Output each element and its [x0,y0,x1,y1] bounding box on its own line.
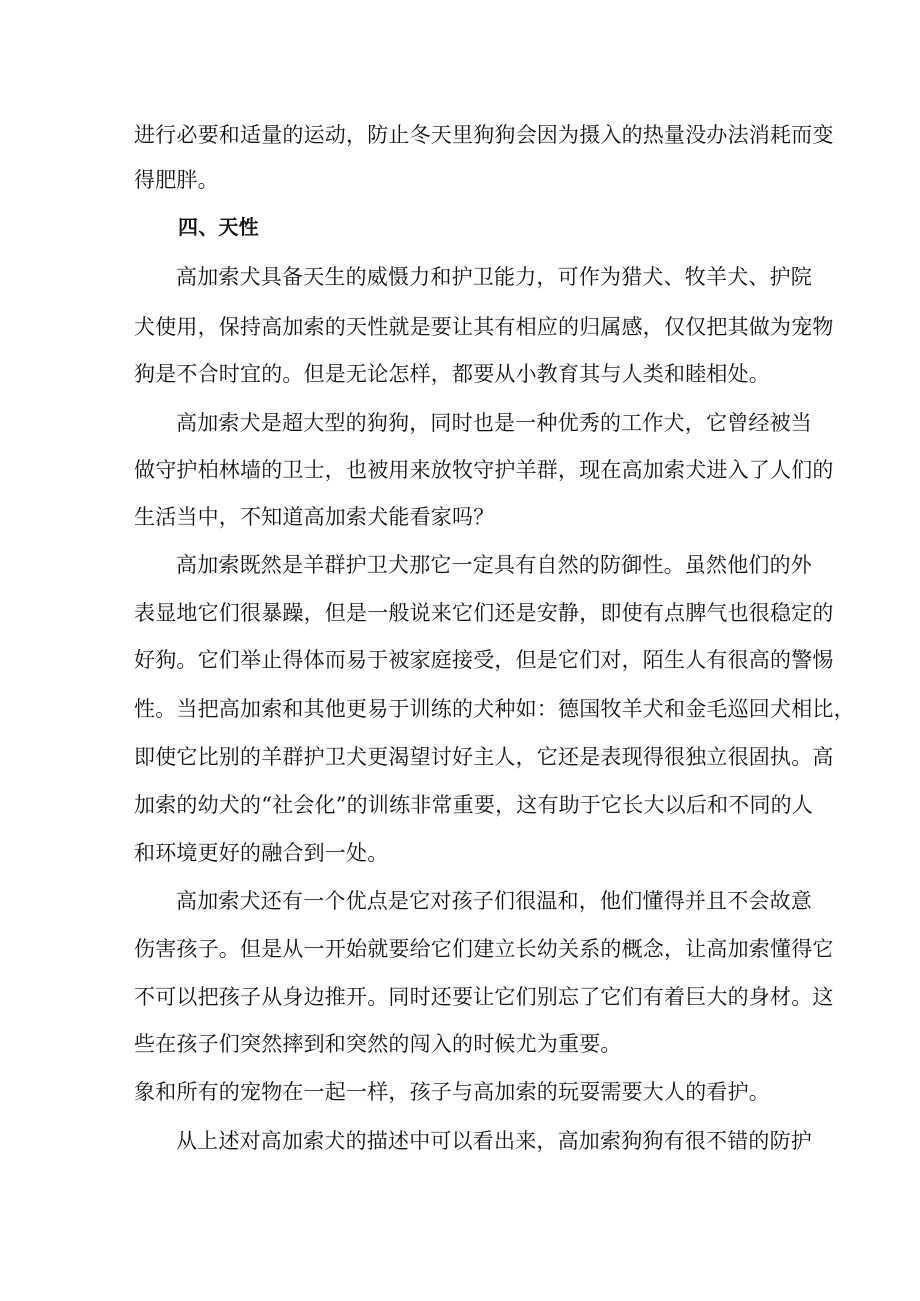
body-text-line: 表显地它们很暴躁，但是一般说来它们还是安静，即使有点脾气也很稳定的 [134,601,834,625]
body-text-line: 做守护柏林墙的卫士，也被用来放牧守护羊群，现在高加索犬进入了人们的 [134,458,834,482]
body-text-line: 生活当中，不知道高加索犬能看家吗？ [134,505,495,529]
body-text-line: 象和所有的宠物在一起一样，孩子与高加索的玩耍需要大人的看护。 [134,1080,770,1104]
body-text-line: 进行必要和适量的运动，防止冬天里狗狗会因为摄入的热量没办法消耗而变 [134,123,834,147]
body-text-line: 犬使用，保持高加索的天性就是要让其有相应的归属感，仅仅把其做为宠物 [134,315,834,339]
section-heading: 四、天性 [178,215,259,239]
body-text-line: 伤害孩子。但是从一开始就要给它们建立长幼关系的概念，让高加索懂得它 [134,937,834,961]
body-text-line: 高加索犬是超大型的狗狗，同时也是一种优秀的工作犬，它曾经被当 [176,411,812,435]
body-text-line: 不可以把孩子从身边推开。同时还要让它们别忘了它们有着巨大的身材。这 [134,985,834,1009]
body-text-line: 得肥胖。 [134,168,219,192]
body-text-line: 加索的幼犬的“社会化”的训练非常重要，这有助于它长大以后和不同的人 [134,793,814,817]
body-text-line: 些在孩子们突然摔到和突然的闯入的时候尤为重要。 [134,1032,622,1056]
body-text-line: 高加索犬具备天生的威慑力和护卫能力，可作为猎犬、牧羊犬、护院 [176,265,812,289]
body-text-line: 即使它比别的羊群护卫犬更渴望讨好主人，它还是表现得很独立很固执。高 [134,745,834,769]
body-text-line: 性。当把高加索和其他更易于训练的犬种如：德国牧羊犬和金毛巡回犬相比， [134,697,855,721]
body-text-line: 和环境更好的融合到一处。 [134,841,389,865]
body-text-line: 狗是不合时宜的。但是无论怎样，都要从小教育其与人类和睦相处。 [134,362,770,386]
body-text-line: 高加索既然是羊群护卫犬那它一定具有自然的防御性。虽然他们的外 [176,553,812,577]
body-text-line: 高加索犬还有一个优点是它对孩子们很温和，他们懂得并且不会故意 [176,889,812,913]
body-text-line: 从上述对高加索犬的描述中可以看出来，高加索狗狗有很不错的防护 [176,1129,812,1153]
body-text-line: 好狗。它们举止得体而易于被家庭接受，但是它们对，陌生人有很高的警惕 [134,648,834,672]
